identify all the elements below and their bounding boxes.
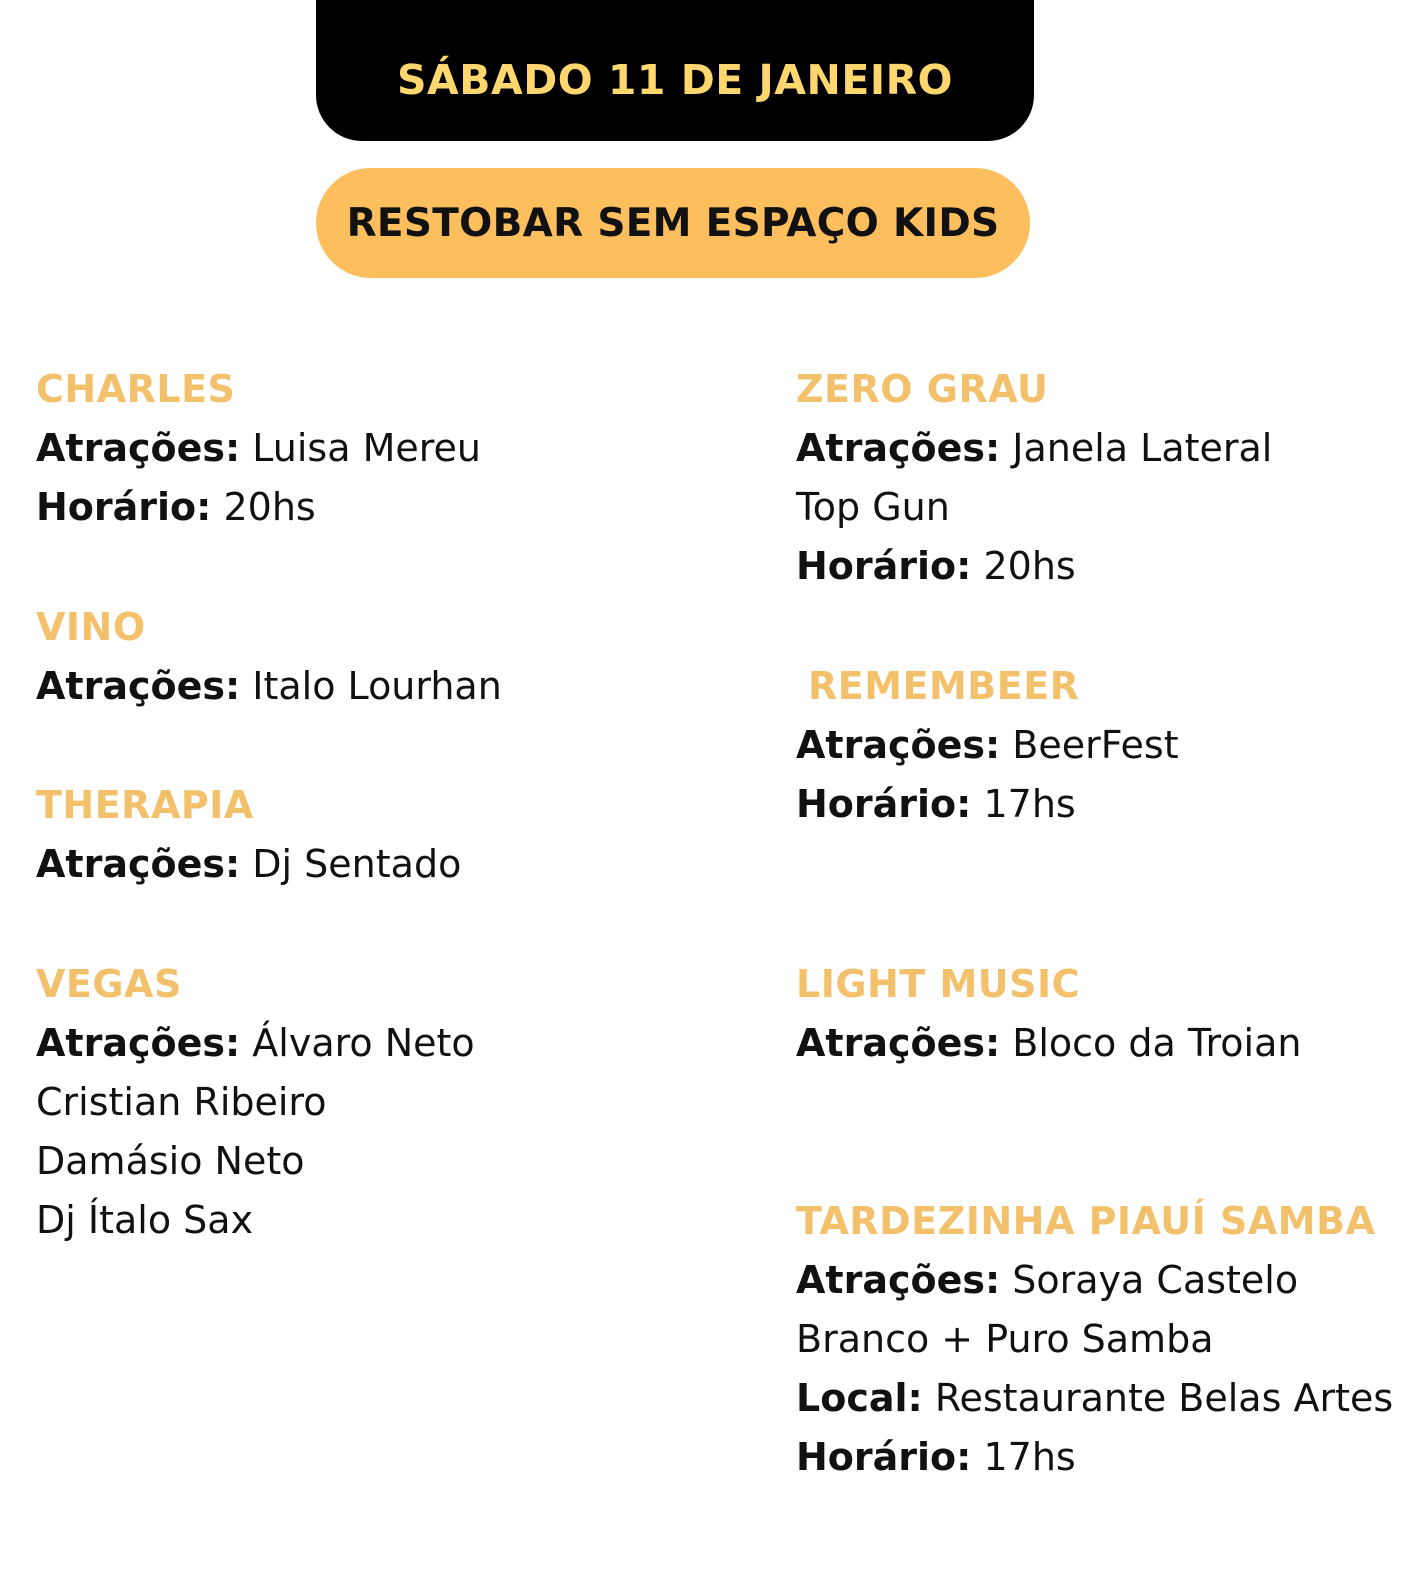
attraction: BeerFest — [1012, 723, 1179, 767]
time-line — [36, 478, 481, 537]
notice-pill — [316, 168, 1030, 278]
attractions-label: Atrações: — [796, 1021, 1001, 1065]
date-banner — [316, 0, 1034, 141]
attraction: Álvaro Neto — [252, 1021, 475, 1065]
time-value: 17hs — [983, 782, 1076, 826]
attraction: Dj Sentado — [252, 842, 462, 886]
venue-name: REMEMBEER — [808, 664, 1080, 708]
venue-remembeer — [808, 656, 1079, 716]
attractions-label: Atrações: — [36, 664, 241, 708]
attractions-label: Atrações: — [796, 723, 1001, 767]
attractions-label: Atrações: — [796, 1258, 1001, 1302]
attraction: Damásio Neto — [36, 1139, 305, 1183]
local-line — [796, 1369, 1393, 1428]
attraction: Bloco da Troian — [1012, 1021, 1302, 1065]
attraction: Janela Lateral — [1012, 426, 1273, 470]
venue-vino — [36, 597, 502, 716]
date-title: SÁBADO 11 DE JANEIRO — [396, 55, 954, 104]
attractions-line — [796, 716, 1179, 775]
notice-label: RESTOBAR SEM ESPAÇO KIDS — [346, 200, 1000, 246]
time-line — [796, 537, 1272, 596]
attractions-label: Atrações: — [36, 426, 241, 470]
attraction: Cristian Ribeiro — [36, 1080, 327, 1124]
venue-name: THERAPIA — [36, 783, 254, 827]
time-line — [796, 1428, 1393, 1487]
venue-name: VEGAS — [36, 962, 182, 1006]
venue-tardezinha — [796, 1191, 1393, 1487]
time-label: Horário: — [796, 544, 972, 588]
venue-remembeer-details — [796, 716, 1179, 834]
local-label: Local: — [796, 1376, 923, 1420]
time-label: Horário: — [796, 782, 972, 826]
attractions-line — [36, 419, 481, 478]
attractions-line — [796, 1251, 1393, 1310]
attraction: Top Gun — [796, 485, 950, 529]
time-value: 20hs — [223, 485, 316, 529]
attraction: Luisa Mereu — [252, 426, 482, 470]
attractions-label: Atrações: — [796, 426, 1001, 470]
venue-zero-grau — [796, 359, 1272, 596]
venue-charles — [36, 359, 481, 537]
time-label: Horário: — [36, 485, 212, 529]
local-value: Restaurante Belas Artes — [934, 1376, 1394, 1420]
attractions-line — [36, 1014, 475, 1073]
time-line — [796, 775, 1179, 834]
time-value: 20hs — [983, 544, 1076, 588]
attractions-line — [796, 1014, 1301, 1073]
venue-therapia — [36, 775, 461, 894]
attraction: Dj Ítalo Sax — [36, 1198, 254, 1242]
venue-name: TARDEZINHA PIAUÍ SAMBA — [796, 1199, 1376, 1243]
venue-light-music — [796, 954, 1301, 1073]
attractions-label: Atrações: — [36, 842, 241, 886]
venue-vegas — [36, 954, 475, 1250]
attraction: Italo Lourhan — [252, 664, 502, 708]
attraction: Branco + Puro Samba — [796, 1317, 1214, 1361]
attractions-line — [796, 419, 1272, 478]
time-label: Horário: — [796, 1435, 972, 1479]
attractions-line — [36, 657, 502, 716]
venue-name: VINO — [36, 605, 146, 649]
attractions-label: Atrações: — [36, 1021, 241, 1065]
venue-name: CHARLES — [36, 367, 236, 411]
attractions-line — [36, 835, 461, 894]
time-value: 17hs — [983, 1435, 1076, 1479]
venue-name: ZERO GRAU — [796, 367, 1049, 411]
attraction: Soraya Castelo — [1012, 1258, 1299, 1302]
venue-name: LIGHT MUSIC — [796, 962, 1081, 1006]
